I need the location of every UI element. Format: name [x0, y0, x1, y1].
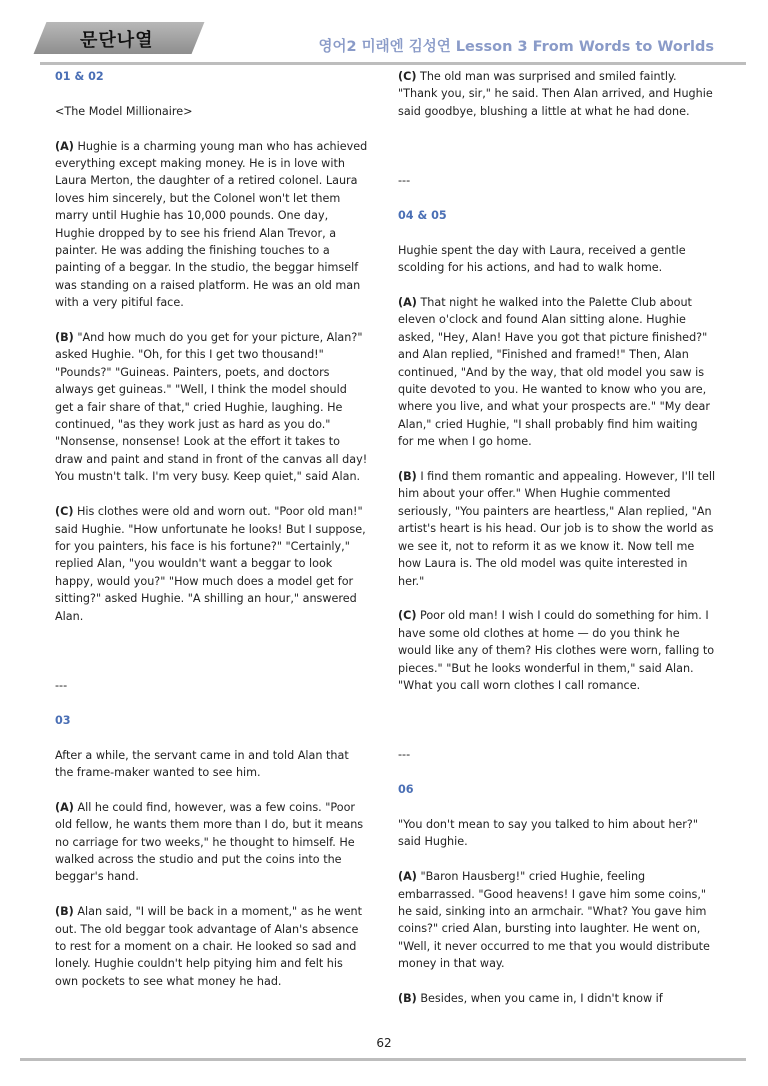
paragraph-label: (C) [55, 505, 74, 519]
paragraph-c [398, 607, 716, 694]
paragraph-a [55, 138, 368, 312]
section-number: 04 & 05 [398, 209, 447, 223]
section-number: 01 & 02 [55, 70, 104, 83]
header-title: 영어2 미래엔 김성연 Lesson 3 From Words to Worlds [318, 39, 714, 55]
intro-paragraph: Hughie spent the day with Laura, received a gentle scolding for his actions, and had to walk home. [398, 243, 686, 275]
paragraph-label: (B) [55, 905, 74, 919]
paragraph-b [398, 468, 716, 590]
paragraph-text: "Baron Hausberg!" cried Hughie, feeling embarrassed. "Good heavens! I gave him some coins," he said, sinking into an armchair. "What? You gave him coins?" cried Alan, bursting into laughter. He went on, "Well, it never occurred to me that you would distribute money in that way. [398, 870, 710, 971]
paragraph-label: (A) [55, 139, 74, 153]
paragraph-text: I find them romantic and appealing. However, I'll tell him about your offer." When Hughie commented seriously, "You painters are heartless," Alan replied, "An artist's heart is his head. Our job is to show the world as we see it, not to reform it as we know it. Now tell me how Laura is. The old model was quite interested in her." [398, 470, 716, 588]
paragraph-label: (B) [398, 470, 417, 484]
logo-label: 문단나열 [80, 30, 154, 51]
left-column [55, 68, 368, 990]
paragraph-label: (C) [398, 609, 417, 623]
paragraph-label: (A) [398, 296, 417, 310]
paragraph-text: Poor old man! I wish I could do something for him. I have some old clothes at home — do you think he would like any of them? His clothes were worn, falling to pieces." "But he looks wonderful in them," said Alan. "What you call worn clothes I call romance. [398, 609, 715, 692]
page-number: 62 [376, 1036, 392, 1050]
paragraph-text: Besides, when you came in, I didn't know if [416, 991, 663, 1005]
right-column [398, 68, 716, 1007]
paragraph-text: All he could find, however, was a few coins. "Poor old fellow, he wants them more than I do, but it means no carriage for two weeks," he thought to himself. He walked across the studio and put the coins into the beggar's hand. [55, 800, 364, 884]
paragraph-text: Alan said, "I will be back in a moment," as he went out. The old beggar took advantage of Alan's absence to rest for a moment on a chair. He looked so sad and lonely. Hughie couldn't help pitying him and felt his own pockets to see what money he had. [55, 905, 363, 988]
section-separator: --- [55, 678, 68, 692]
section-separator: --- [398, 748, 411, 762]
section-number: 06 [398, 783, 414, 797]
footer-divider [20, 1058, 746, 1061]
section-separator: --- [398, 174, 411, 188]
header-divider [40, 62, 746, 65]
paragraph-label: (A) [55, 800, 74, 814]
section-number: 03 [55, 713, 71, 727]
paragraph-b [398, 990, 716, 1007]
paragraph-label: (B) [398, 991, 417, 1005]
paragraph-text: "And how much do you get for your picture, Alan?" asked Hughie. "Oh, for this I get two thousand!" "Pounds?" "Guineas. Painters, poets, and doctors always get guineas." "Well, I think the model should get a fair share of that," cried Hughie, laughing. He continued, "as they work just as hard as you do." "Nonsense, nonsense! Look at the effort it takes to draw and paint and stand in front of the canvas all day! You mustn't talk. I'm very busy. Keep quiet," said Alan. [55, 331, 368, 484]
intro-paragraph: "You don't mean to say you talked to him about her?" said Hughie. [398, 817, 698, 849]
paragraph-text: His clothes were old and worn out. "Poor old man!" said Hughie. "How unfortunate he looks! But I suppose, for you painters, his face is his fortune?" "Certainly," replied Alan, "you wouldn't want a beggar to look happy, would you?" "How much does a model get for sitting?" asked Hughie. "A shilling an hour," answered Alan. [55, 505, 366, 623]
paragraph-c [398, 68, 716, 120]
paragraph-a [55, 799, 368, 886]
paragraph-label: (C) [398, 70, 417, 83]
paragraph-b [55, 329, 368, 486]
paragraph-a [398, 868, 716, 972]
page-header [0, 0, 768, 68]
paragraph-text: The old man was surprised and smiled faintly. "Thank you, sir," he said. Then Alan arrived, and Hughie said goodbye, blushing a little at what he had done. [398, 70, 713, 118]
paragraph-b [55, 903, 368, 990]
story-title: <The Model Millionaire> [55, 104, 193, 118]
paragraph-a [398, 294, 716, 451]
paragraph-label: (A) [398, 870, 417, 884]
paragraph-text: Hughie is a charming young man who has achieved everything except making money. He is in love with Laura Merton, the daughter of a retired colonel. Laura loves him sincerely, but the Colonel won't let them marry until Hughie has 10,000 pounds. One day, Hughie dropped by to see his friend Alan Trevor, a painter. He was adding the finishing touches to a painting of a beggar. In the studio, the beggar himself was standing on a raised platform. He was an old man with a very pitiful face. [55, 139, 368, 310]
paragraph-label: (B) [55, 331, 74, 345]
paragraph-c [55, 503, 368, 625]
paragraph-text: That night he walked into the Palette Club about eleven o'clock and found Alan sitting alone. Hughie asked, "Hey, Alan! Have you got that picture finished?" and Alan replied, "Finished and framed!" Then, Alan continued, "And by the way, that old model you saw is quite devoted to you. He wanted to know who you are, where you live, and what your prospects are." "My dear Alan," cried Hughie, "I shall probably find him waiting for me when I go home. [398, 296, 711, 449]
intro-paragraph: After a while, the servant came in and told Alan that the frame-maker wanted to see him. [55, 748, 349, 779]
